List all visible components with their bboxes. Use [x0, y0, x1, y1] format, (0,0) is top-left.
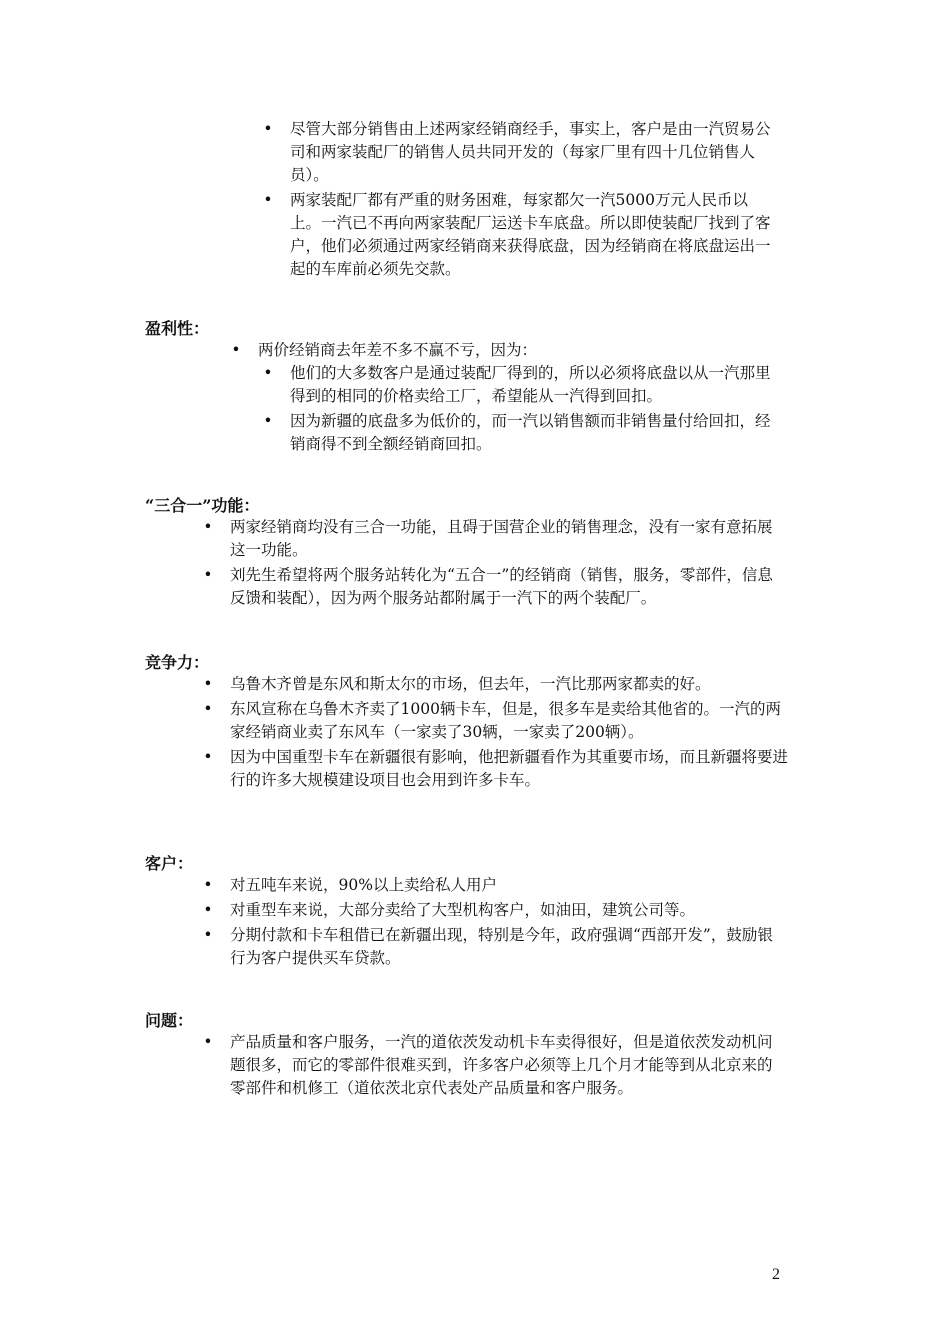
list-item-text: 两家经销商均没有三合一功能，且碍于国营企业的销售理念，没有一家有意拓展这一功能。	[230, 518, 773, 559]
problems-list	[203, 1031, 778, 1100]
bullet-icon: •	[203, 926, 213, 944]
list-item-text: 对重型车来说，大部分卖给了大型机构客户，如油田，建筑公司等。	[230, 901, 696, 919]
customers-heading: 客户：	[145, 854, 194, 873]
list-item	[203, 924, 778, 970]
profitability-sublist	[263, 362, 774, 456]
bullet-icon: •	[203, 675, 213, 693]
list-item	[203, 874, 778, 897]
bullet-icon: •	[263, 364, 273, 382]
list-item-text: 对五吨车来说，90%以上卖给私人用户	[230, 876, 497, 894]
list-item-text: 他们的大多数客户是通过装配厂得到的，所以必须将底盘以从一汽那里得到的相同的价格卖给工厂，希望能从一汽得到回扣。	[290, 364, 771, 405]
intro-section	[263, 118, 774, 283]
list-item	[203, 698, 792, 744]
bullet-icon: •	[203, 1033, 213, 1051]
list-item	[203, 1031, 778, 1100]
list-item-text: 两价经销商去年差不多不赢不亏，因为：	[258, 341, 538, 359]
competitiveness-heading: 竞争力：	[145, 653, 210, 672]
bullet-icon: •	[263, 412, 273, 430]
list-item-text: 因为中国重型卡车在新疆很有影响，他把新疆看作为其重要市场，而且新疆将要进行的许多大规模建设项目也会用到许多卡车。	[230, 748, 789, 789]
profitability-heading: 盈利性：	[145, 319, 210, 338]
bullet-icon: •	[203, 700, 213, 718]
bullet-icon: •	[263, 120, 273, 138]
list-item-text: 分期付款和卡车租借已在新疆出现，特别是今年，政府强调“西部开发”，鼓励银行为客户提供买车贷款。	[230, 926, 773, 967]
list-item-text: 产品质量和客户服务，一汽的道依茨发动机卡车卖得很好，但是道依茨发动机问题很多，而它的零部件很难买到，许多客户必须等上几个月才能等到从北京来的零部件和机修工（道依茨北京代表处产品质量和客户服务。	[230, 1033, 773, 1097]
list-item-text: 刘先生希望将两个服务站转化为“五合一”的经销商（销售，服务，零部件，信息反馈和装配），因为两个服务站都附属于一汽下的两个装配厂。	[230, 566, 773, 607]
three-in-one-list	[203, 516, 778, 610]
list-item	[263, 410, 774, 456]
profitability-subsection	[263, 362, 774, 458]
list-item-text: 因为新疆的底盘多为低价的，而一汽以销售额而非销售量付给回扣，经销商得不到全额经销商回扣。	[290, 412, 771, 453]
page-number: 2	[772, 1266, 780, 1283]
list-item-text: 尽管大部分销售由上述两家经销商经手，事实上，客户是由一汽贸易公司和两家装配厂的销售人员共同开发的（每家厂里有四十几位销售人员）。	[290, 120, 771, 184]
bullet-icon: •	[263, 191, 273, 209]
customers-list	[203, 874, 778, 970]
list-item	[203, 516, 778, 562]
list-item	[263, 362, 774, 408]
intro-list	[263, 118, 774, 281]
three-in-one-section	[203, 516, 778, 612]
problems-heading: 问题：	[145, 1011, 194, 1030]
bullet-icon: •	[203, 748, 213, 766]
list-item-text: 两家装配厂都有严重的财务困难，每家都欠一汽5000万元人民币以上。一汽已不再向两家装配厂运送卡车底盘。所以即使装配厂找到了客户，他们必须通过两家经销商来获得底盘，因为经销商在将底盘运出一起的车库前必须先交款。	[290, 191, 771, 278]
list-item	[203, 564, 778, 610]
profitability-list	[231, 339, 778, 362]
list-item	[203, 899, 778, 922]
list-item	[203, 746, 792, 792]
bullet-icon: •	[203, 518, 213, 536]
profitability-section	[231, 339, 778, 364]
list-item	[231, 339, 778, 362]
list-item	[203, 673, 792, 696]
list-item-text: 东风宣称在乌鲁木齐卖了1000辆卡车，但是，很多车是卖给其他省的。一汽的两家经销商业卖了东风车（一家卖了30辆，一家卖了200辆）。	[230, 700, 781, 741]
bullet-icon: •	[231, 341, 241, 359]
bullet-icon: •	[203, 566, 213, 584]
three-in-one-heading: “三合一”功能：	[145, 496, 260, 515]
customers-section	[203, 874, 778, 972]
list-item	[263, 118, 774, 187]
list-item-text: 乌鲁木齐曾是东风和斯太尔的市场，但去年，一汽比那两家都卖的好。	[230, 675, 711, 693]
competitiveness-section	[203, 673, 792, 794]
bullet-icon: •	[203, 876, 213, 894]
problems-section	[203, 1031, 778, 1102]
competitiveness-list	[203, 673, 792, 792]
list-item	[263, 189, 774, 281]
bullet-icon: •	[203, 901, 213, 919]
